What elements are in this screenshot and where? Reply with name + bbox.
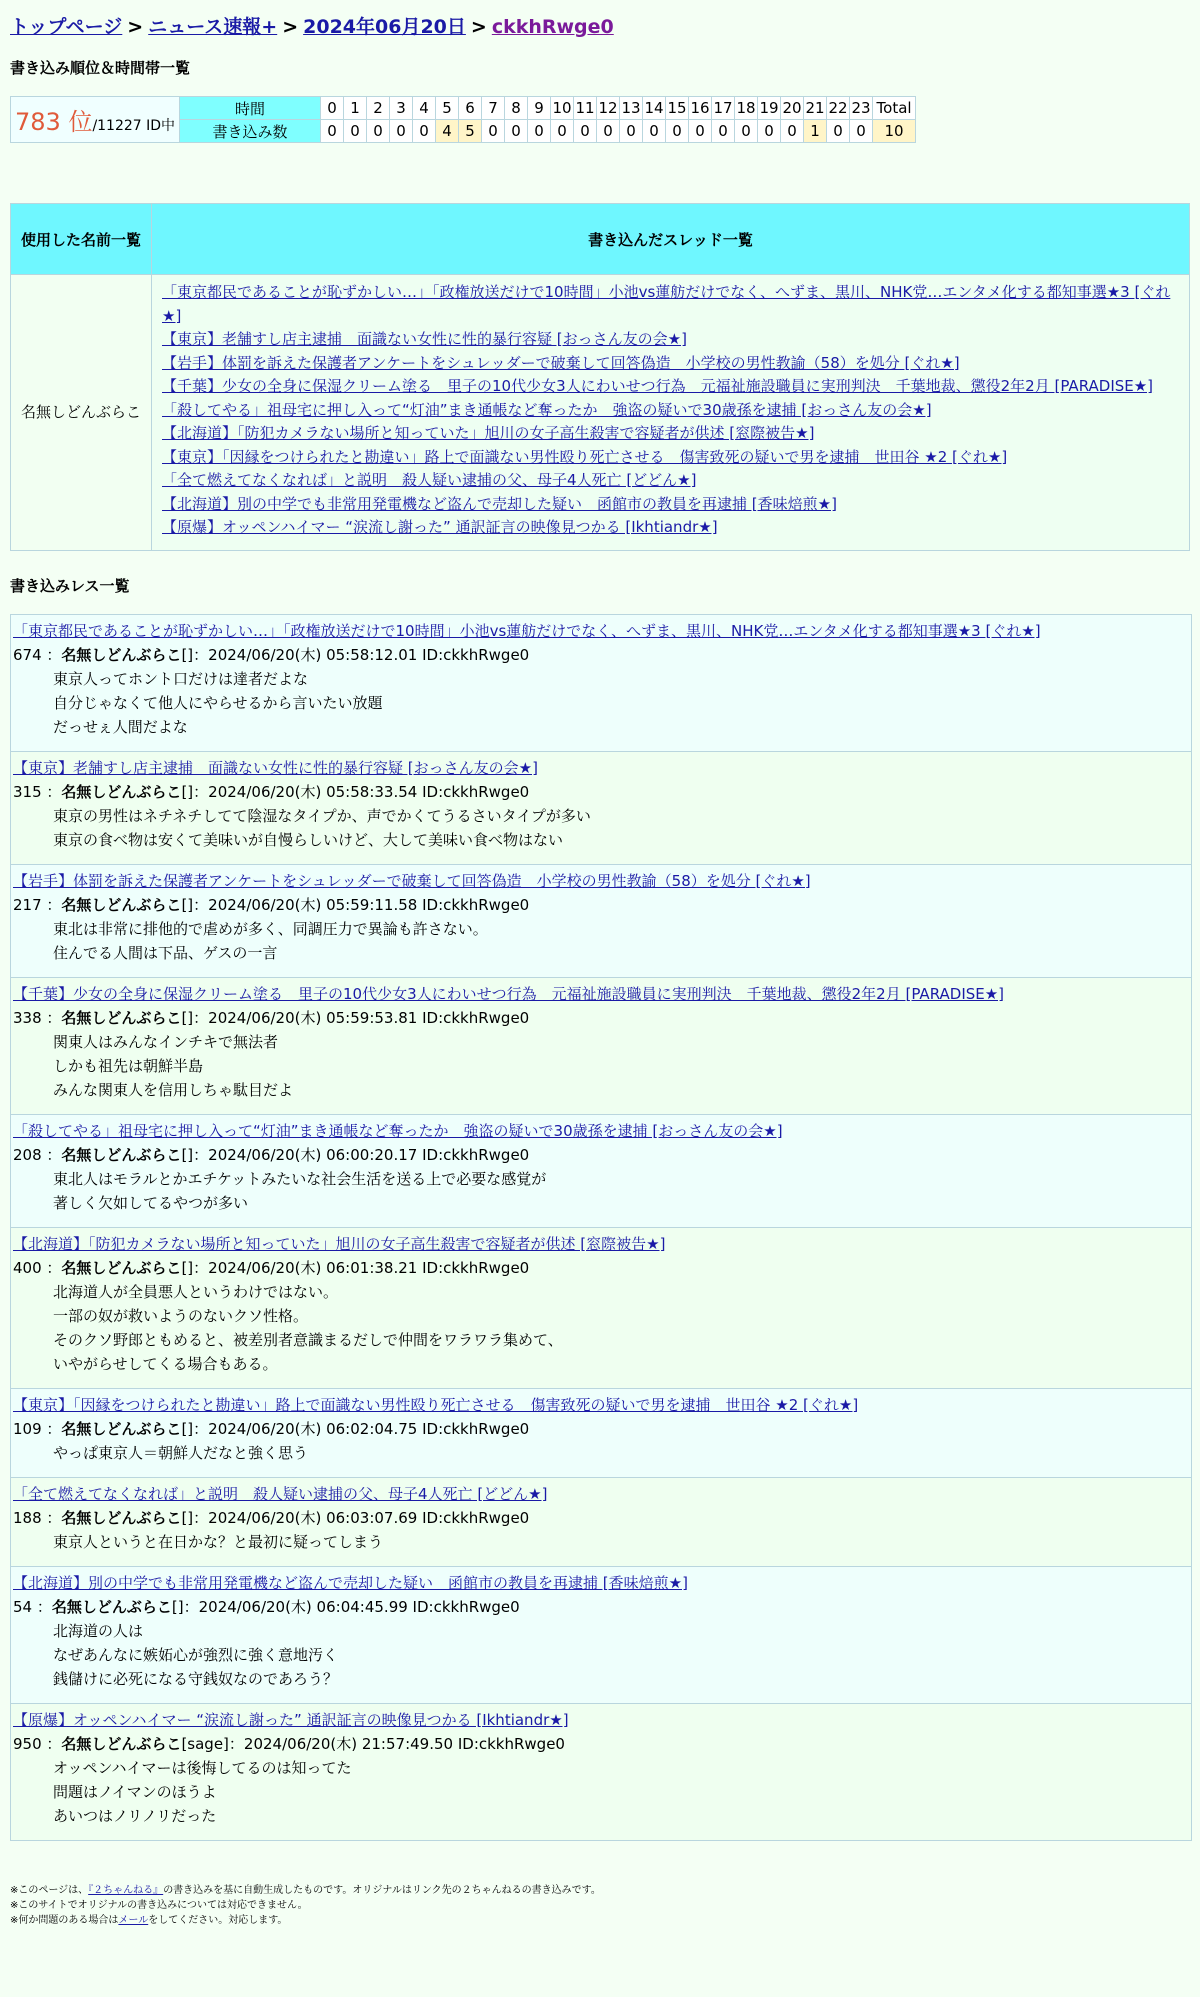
hour-cell: 12 [597,97,620,120]
post-line: みんな関東人を信用しちゃ駄目だよ [53,1080,294,1099]
post-mail: [sage] [181,1734,229,1753]
count-cell: 0 [712,120,735,143]
hour-cell: 1 [344,97,367,120]
post-author: 名無しどんぶらこ [61,1508,182,1527]
post-list [10,614,1192,1841]
post-line: 住んでる人間は下品、ゲスの一言 [53,943,278,962]
post-thread-link[interactable]: 「東京都民であることが恥ずかしい…」「政権放送だけで10時間」小池vs蓮舫だけでなく、へずま、黒川、NHK党…エンタメ化する都知事選★3 [ぐれ★] [13,621,1041,640]
post-line: 問題はノイマンのほうよ [53,1782,217,1801]
post-line: 著しく欠如してるやつが多い [53,1193,249,1212]
post-line: 東北は非常に排他的で虐めが多く、同調圧力で異論も許さない。 [53,919,488,938]
post-mail: [] [181,1508,194,1527]
post-mail: [] [181,645,194,664]
footer-text: ※何か問題のある場合は [10,1914,119,1926]
hour-cell: 22 [827,97,850,120]
hour-row [11,97,916,120]
post-thread-link[interactable]: 【北海道】「防犯カメラない場所と知っていた」旭川の女子高生殺害で容疑者が供述 [窓際被告★] [13,1234,666,1253]
hour-cell: 5 [436,97,459,120]
footer [10,1883,1190,1928]
names-table-header [11,204,1190,275]
thread-link[interactable]: 【北海道】別の中学でも非常用発電機など盗んで売却した疑い 函館市の教員を再逮捕 [香味焙煎★] [162,494,837,513]
post-line: 一部の奴が救いようのないクソ性格。 [53,1306,309,1325]
count-cell: 0 [413,120,436,143]
breadcrumb-current-id[interactable]: ckkhRwge0 [491,16,614,38]
post-item [11,752,1191,865]
post-line: やっぱ東京人＝朝鮮人だなと強く思う [53,1443,309,1462]
post-item [11,1115,1191,1228]
count-cell: 5 [459,120,482,143]
post-thread-link[interactable]: 【原爆】オッペンハイマー “涙流し謝った” 通訳証言の映像見つかる [Ikhtiandr★] [13,1710,569,1729]
post-meta: 315 ：名無しどんぶらこ[]：2024/06/20(木) 05:58:33.54 ID:ckkhRwge0 [13,782,530,801]
post-mail: [] [171,1597,184,1616]
post-mail: [] [181,1008,194,1027]
post-body [13,1441,1189,1465]
post-line: だっせぇ人間だよな [53,717,188,736]
count-cell: 1 [804,120,827,143]
breadcrumb-board[interactable]: ニュース速報+ [148,16,278,38]
post-date-id: 2024/06/20(木) 06:03:07.69 ID:ckkhRwge0 [208,1508,530,1527]
ranking-section-title: 書き込み順位＆時間帯一覧 [10,59,191,77]
post-author: 名無しどんぶらこ [61,1734,182,1753]
hour-cell: 2 [367,97,390,120]
post-date-id: 2024/06/20(木) 05:58:33.54 ID:ckkhRwge0 [208,782,530,801]
footer-text: をしてください。対応します。 [148,1914,288,1926]
hour-cell: 11 [574,97,597,120]
hour-cell: 16 [689,97,712,120]
post-meta: 400 ：名無しどんぶらこ[]：2024/06/20(木) 06:01:38.21 ID:ckkhRwge0 [13,1258,530,1277]
footer-line-3 [10,1913,1190,1928]
rank-cell [11,97,180,143]
count-cell: 0 [574,120,597,143]
post-date-id: 2024/06/20(木) 21:57:49.50 ID:ckkhRwge0 [243,1734,565,1753]
post-line: いやがらせしてくる場合もある。 [53,1354,278,1373]
post-date-id: 2024/06/20(木) 05:59:11.58 ID:ckkhRwge0 [208,895,530,914]
post-number: 950 [13,1734,42,1753]
post-body [13,1167,1189,1215]
breadcrumb-date[interactable]: 2024年06月20日 [303,16,466,38]
post-thread-link[interactable]: 【東京】老舗すし店主逮捕 面識ない女性に性的暴行容疑 [おっさん友の会★] [13,758,538,777]
post-thread-link[interactable]: 「全て燃えてなくなれば」と説明 殺人疑い逮捕の父、母子4人死亡 [どどん★] [13,1484,548,1503]
count-cell: 0 [505,120,528,143]
post-date-id: 2024/06/20(木) 05:58:12.01 ID:ckkhRwge0 [208,645,530,664]
post-author: 名無しどんぶらこ [51,1597,172,1616]
thread-link[interactable]: 【北海道】「防犯カメラない場所と知っていた」旭川の女子高生殺害で容疑者が供述 [窓際被告★] [162,424,815,442]
thread-link[interactable]: 【東京】老舗すし店主逮捕 面識ない女性に性的暴行容疑 [おっさん友の会★] [162,330,687,348]
count-cell: 0 [827,120,850,143]
post-item [11,1389,1191,1478]
post-mail: [] [181,1145,194,1164]
footer-line-1 [10,1883,1190,1898]
count-row-label: 書き込み数 [180,120,321,143]
post-line: 東京人ってホント口だけは達者だよな [53,669,309,688]
threads-header: 書き込んだスレッド一覧 [152,204,1190,275]
post-number: 338 [13,1008,42,1027]
hour-cell: 6 [459,97,482,120]
post-thread-link[interactable]: 「殺してやる」祖母宅に押し入って“灯油”まき通帳など奪ったか 強盗の疑いで30歳孫を逮捕 [おっさん友の会★] [13,1121,783,1140]
footer-2ch-link[interactable]: 『２ちゃんねる』 [88,1884,164,1896]
count-cell: 0 [597,120,620,143]
post-date-id: 2024/06/20(木) 06:00:20.17 ID:ckkhRwge0 [208,1145,530,1164]
post-thread-link[interactable]: 【東京】「因縁をつけられたと勘違い」路上で面識ない男性殴り死亡させる 傷害致死の疑いで男を逮捕 世田谷 ★2 [ぐれ★] [13,1395,859,1414]
hour-cell: 10 [551,97,574,120]
post-meta: 208 ：名無しどんぶらこ[]：2024/06/20(木) 06:00:20.17 ID:ckkhRwge0 [13,1145,530,1164]
post-mail: [] [181,1419,194,1438]
post-meta: 217 ：名無しどんぶらこ[]：2024/06/20(木) 05:59:11.58 ID:ckkhRwge0 [13,895,530,914]
post-item [11,865,1191,978]
post-date-id: 2024/06/20(木) 06:02:04.75 ID:ckkhRwge0 [208,1419,530,1438]
count-cell: 0 [528,120,551,143]
post-body [13,1030,1189,1102]
post-line: 東北人はモラルとかエチケットみたいな社会生活を送る上で必要な感覚が [53,1169,547,1188]
count-cell: 0 [551,120,574,143]
post-mail: [] [181,782,194,801]
names-threads-table [10,203,1190,551]
thread-link[interactable]: 【岩手】体罰を訴えた保護者アンケートをシュレッダーで破棄して回答偽造 小学校の男性教諭（58）を処分 [ぐれ★] [162,353,960,372]
footer-text: ※このページは、 [10,1884,89,1896]
post-date-id: 2024/06/20(木) 05:59:53.81 ID:ckkhRwge0 [208,1008,530,1027]
post-item [11,1228,1191,1389]
post-body [13,917,1189,965]
names-table-row [11,275,1190,551]
post-line: 関東人はみんなインチキで無法者 [53,1032,279,1051]
post-body [13,804,1189,852]
post-author: 名無しどんぶらこ [61,1419,182,1438]
count-cell: 0 [850,120,873,143]
used-name: 名無しどんぶらこ [11,275,152,551]
posts-section-title: 書き込みレス一覧 [10,576,130,595]
footer-mail-link[interactable]: メール [118,1914,149,1926]
count-cell: 0 [344,120,367,143]
count-cell: 0 [781,120,804,143]
hour-cell: 4 [413,97,436,120]
count-cell: 0 [643,120,666,143]
breadcrumb [10,12,1190,39]
post-line: 北海道人が全員悪人というわけではない。 [53,1282,339,1301]
count-cell: 0 [367,120,390,143]
post-body [13,1280,1189,1376]
post-line: なぜあんなに嫉妬心が強烈に強く意地汚く [53,1645,339,1664]
hour-cell: 20 [781,97,804,120]
post-author: 名無しどんぶらこ [61,1145,182,1164]
post-line: あいつはノリノリだった [53,1806,217,1825]
count-cell: 0 [620,120,643,143]
post-number: 54 [13,1597,33,1616]
count-cell: 0 [666,120,689,143]
thread-link[interactable]: 【東京】「因縁をつけられたと勘違い」路上で面識ない男性殴り死亡させる 傷害致死の疑いで男を逮捕 世田谷 ★2 [ぐれ★] [162,447,1008,466]
post-line: 銭儲けに必死になる守銭奴なのであろう？ [53,1669,339,1688]
post-line: 東京人というと在日かな？と最初に疑ってしまう [53,1532,384,1551]
total-label: Total [873,97,916,120]
hour-cell: 14 [643,97,666,120]
count-cell: 0 [758,120,781,143]
post-author: 名無しどんぶらこ [61,895,182,914]
thread-link[interactable]: 「東京都民であることが恥ずかしい…」「政権放送だけで10時間」小池vs蓮舫だけでなく、へずま、黒川、NHK党…エンタメ化する都知事選★3 [ぐれ★] [162,283,1171,325]
post-body [13,1619,1189,1691]
thread-link[interactable]: 「全て燃えてなくなれば」と説明 殺人疑い逮捕の父、母子4人死亡 [どどん★] [162,471,697,489]
count-cell: 0 [689,120,712,143]
post-number: 208 [13,1145,42,1164]
hour-cell: 7 [482,97,505,120]
post-line: しかも祖先は朝鮮半島 [53,1056,204,1075]
hour-cell: 19 [758,97,781,120]
post-date-id: 2024/06/20(木) 06:04:45.99 ID:ckkhRwge0 [198,1597,520,1616]
post-meta: 188 ：名無しどんぶらこ[]：2024/06/20(木) 06:03:07.69 ID:ckkhRwge0 [13,1508,530,1527]
post-thread-link[interactable]: 【千葉】少女の全身に保湿クリーム塗る 里子の10代少女3人にわいせつ行為 元福祉施設職員に実刑判決 千葉地裁、懲役2年2月 [PARADISE★] [13,984,1005,1003]
post-item [11,1567,1191,1704]
post-body [13,1756,1189,1828]
footer-text: の書き込みを基に自動生成したものです。オリジナルはリンク先の２ちゃんねるの書き込みです。 [163,1884,601,1896]
post-meta: 950 ：名無しどんぶらこ[sage]：2024/06/20(木) 21:57:49.50 ID:ckkhRwge0 [13,1734,565,1753]
breadcrumb-separator: > [127,16,144,38]
post-mail: [] [181,1258,194,1277]
post-number: 315 [13,782,42,801]
hour-cell: 18 [735,97,758,120]
post-number: 188 [13,1508,42,1527]
post-item [11,1704,1191,1841]
footer-line-2: ※このサイトでオリジナルの書き込みについては対応できません。 [10,1899,308,1911]
total-value: 10 [873,120,916,143]
post-meta: 109 ：名無しどんぶらこ[]：2024/06/20(木) 06:02:04.75 ID:ckkhRwge0 [13,1419,530,1438]
thread-list [152,275,1190,551]
hour-row-label: 時間 [180,97,321,120]
count-cell: 0 [390,120,413,143]
rank-value: 783 位 [15,108,93,136]
hour-cell: 0 [321,97,344,120]
hour-cell: 23 [850,97,873,120]
post-thread-link[interactable]: 【北海道】別の中学でも非常用発電機など盗んで売却した疑い 函館市の教員を再逮捕 [香味焙煎★] [13,1573,688,1592]
post-number: 400 [13,1258,42,1277]
breadcrumb-separator: > [282,16,299,38]
count-cell: 0 [735,120,758,143]
post-item [11,1478,1191,1567]
post-line: そのクソ野郎ともめると、被差別者意識まるだしで仲間をワラワラ集めて、 [53,1330,563,1349]
post-line: 東京の男性はネチネチしてて陰湿なタイプか、声でかくてうるさいタイプが多い [53,806,591,825]
breadcrumb-separator: > [470,16,487,38]
post-body [13,667,1189,739]
post-author: 名無しどんぶらこ [61,645,182,664]
post-meta: 338 ：名無しどんぶらこ[]：2024/06/20(木) 05:59:53.81 ID:ckkhRwge0 [13,1008,530,1027]
post-meta: 54 ：名無しどんぶらこ[]：2024/06/20(木) 06:04:45.99 ID:ckkhRwge0 [13,1597,520,1616]
count-cell: 0 [321,120,344,143]
post-line: 自分じゃなくて他人にやらせるから言いたい放題 [53,693,383,712]
post-number: 674 [13,645,42,664]
post-line: オッペンハイマーは後悔してるのは知ってた [53,1758,352,1777]
post-mail: [] [181,895,194,914]
post-author: 名無しどんぶらこ [61,782,182,801]
post-number: 109 [13,1419,42,1438]
post-body [13,1530,1189,1554]
post-date-id: 2024/06/20(木) 06:01:38.21 ID:ckkhRwge0 [208,1258,530,1277]
thread-link[interactable]: 「殺してやる」祖母宅に押し入って“灯油”まき通帳など奪ったか 強盗の疑いで30歳孫を逮捕 [おっさん友の会★] [162,400,932,419]
post-number: 217 [13,895,42,914]
post-meta: 674 ：名無しどんぶらこ[]：2024/06/20(木) 05:58:12.01 ID:ckkhRwge0 [13,645,530,664]
thread-link[interactable]: 【原爆】オッペンハイマー “涙流し謝った” 通訳証言の映像見つかる [Ikhtiandr★] [162,518,718,536]
hour-cell: 8 [505,97,528,120]
ranking-table [10,96,916,143]
post-item [11,978,1191,1115]
rank-of-total: /11227 ID中 [92,118,176,134]
hour-cell: 13 [620,97,643,120]
post-author: 名無しどんぶらこ [61,1258,182,1277]
count-cell: 4 [436,120,459,143]
hour-cell: 3 [390,97,413,120]
names-header: 使用した名前一覧 [11,204,152,275]
count-cell: 0 [482,120,505,143]
post-item [11,615,1191,752]
post-thread-link[interactable]: 【岩手】体罰を訴えた保護者アンケートをシュレッダーで破棄して回答偽造 小学校の男性教諭（58）を処分 [ぐれ★] [13,871,811,890]
hour-cell: 17 [712,97,735,120]
hour-cell: 15 [666,97,689,120]
hour-cell: 9 [528,97,551,120]
post-line: 東京の食べ物は安くて美味いが自慢らしいけど、大して美味い食べ物はない [53,830,564,849]
breadcrumb-top[interactable]: トップページ [10,16,123,38]
post-line: 北海道の人は [53,1621,144,1640]
thread-link[interactable]: 【千葉】少女の全身に保湿クリーム塗る 里子の10代少女3人にわいせつ行為 元福祉施設職員に実刑判決 千葉地裁、懲役2年2月 [PARADISE★] [162,377,1154,395]
hour-cell: 21 [804,97,827,120]
post-author: 名無しどんぶらこ [61,1008,182,1027]
